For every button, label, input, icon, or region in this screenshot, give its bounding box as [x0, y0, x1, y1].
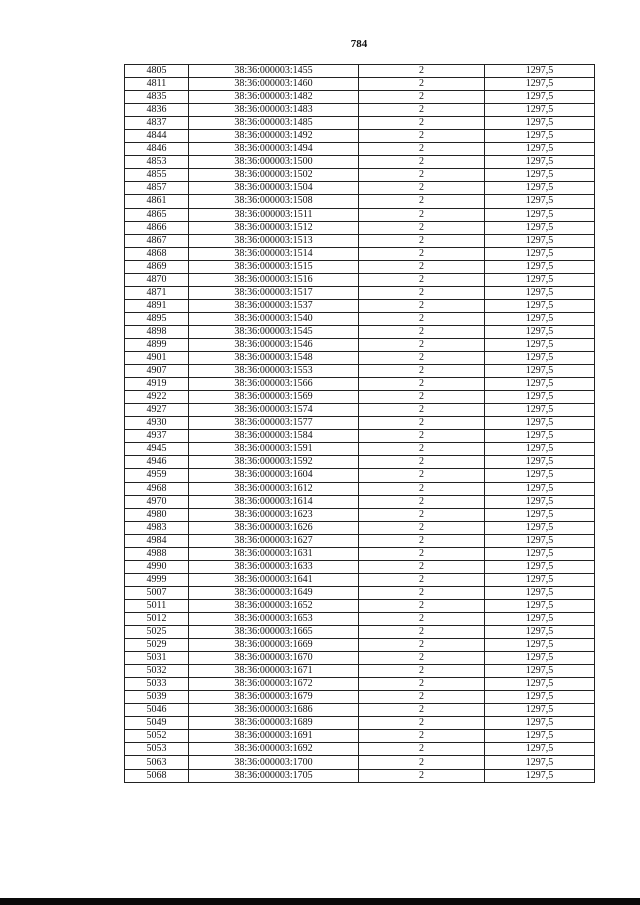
value-cell: 1297,5 — [485, 182, 595, 195]
row-number-cell: 5068 — [125, 769, 189, 782]
table-row — [125, 769, 595, 782]
table-row — [125, 717, 595, 730]
count-cell: 2 — [359, 612, 485, 625]
count-cell: 2 — [359, 521, 485, 534]
row-number-cell: 4836 — [125, 104, 189, 117]
count-cell: 2 — [359, 534, 485, 547]
row-number-cell: 4901 — [125, 352, 189, 365]
row-number-cell: 5031 — [125, 652, 189, 665]
value-cell: 1297,5 — [485, 769, 595, 782]
count-cell: 2 — [359, 639, 485, 652]
cadastral-number-cell: 38:36:000003:1482 — [189, 91, 359, 104]
table-row — [125, 391, 595, 404]
value-cell: 1297,5 — [485, 586, 595, 599]
cadastral-number-cell: 38:36:000003:1633 — [189, 560, 359, 573]
cadastral-number-cell: 38:36:000003:1512 — [189, 221, 359, 234]
count-cell: 2 — [359, 195, 485, 208]
value-cell: 1297,5 — [485, 717, 595, 730]
count-cell: 2 — [359, 130, 485, 143]
row-number-cell: 4922 — [125, 391, 189, 404]
count-cell: 2 — [359, 665, 485, 678]
cadastral-number-cell: 38:36:000003:1671 — [189, 665, 359, 678]
cadastral-number-cell: 38:36:000003:1566 — [189, 378, 359, 391]
row-number-cell: 4984 — [125, 534, 189, 547]
row-number-cell: 4868 — [125, 247, 189, 260]
cadastral-number-cell: 38:36:000003:1653 — [189, 612, 359, 625]
table-row — [125, 143, 595, 156]
table-row — [125, 247, 595, 260]
cadastral-number-cell: 38:36:000003:1691 — [189, 730, 359, 743]
row-number-cell: 4805 — [125, 65, 189, 78]
row-number-cell: 4990 — [125, 560, 189, 573]
value-cell: 1297,5 — [485, 65, 595, 78]
value-cell: 1297,5 — [485, 404, 595, 417]
row-number-cell: 4846 — [125, 143, 189, 156]
count-cell: 2 — [359, 547, 485, 560]
count-cell: 2 — [359, 91, 485, 104]
count-cell: 2 — [359, 743, 485, 756]
count-cell: 2 — [359, 586, 485, 599]
row-number-cell: 4927 — [125, 404, 189, 417]
value-cell: 1297,5 — [485, 743, 595, 756]
count-cell: 2 — [359, 234, 485, 247]
value-cell: 1297,5 — [485, 573, 595, 586]
cadastral-number-cell: 38:36:000003:1641 — [189, 573, 359, 586]
table-row — [125, 260, 595, 273]
count-cell: 2 — [359, 65, 485, 78]
value-cell: 1297,5 — [485, 652, 595, 665]
table-row — [125, 273, 595, 286]
row-number-cell: 4844 — [125, 130, 189, 143]
row-number-cell: 5039 — [125, 691, 189, 704]
cadastral-number-cell: 38:36:000003:1513 — [189, 234, 359, 247]
table-row — [125, 626, 595, 639]
row-number-cell: 5046 — [125, 704, 189, 717]
row-number-cell: 4837 — [125, 117, 189, 130]
table-row — [125, 639, 595, 652]
table-row — [125, 117, 595, 130]
value-cell: 1297,5 — [485, 312, 595, 325]
table-row — [125, 573, 595, 586]
row-number-cell: 4895 — [125, 312, 189, 325]
table-row — [125, 417, 595, 430]
scan-edge-bar — [0, 898, 640, 905]
row-number-cell: 4930 — [125, 417, 189, 430]
row-number-cell: 4999 — [125, 573, 189, 586]
cadastral-number-cell: 38:36:000003:1515 — [189, 260, 359, 273]
cadastral-number-cell: 38:36:000003:1460 — [189, 78, 359, 91]
value-cell: 1297,5 — [485, 417, 595, 430]
count-cell: 2 — [359, 391, 485, 404]
row-number-cell: 4867 — [125, 234, 189, 247]
cadastral-number-cell: 38:36:000003:1689 — [189, 717, 359, 730]
count-cell: 2 — [359, 378, 485, 391]
cadastral-number-cell: 38:36:000003:1649 — [189, 586, 359, 599]
table-row — [125, 208, 595, 221]
table-row — [125, 508, 595, 521]
value-cell: 1297,5 — [485, 678, 595, 691]
row-number-cell: 4945 — [125, 443, 189, 456]
count-cell: 2 — [359, 247, 485, 260]
table-row — [125, 652, 595, 665]
value-cell: 1297,5 — [485, 704, 595, 717]
table-row — [125, 352, 595, 365]
cadastral-number-cell: 38:36:000003:1670 — [189, 652, 359, 665]
value-cell: 1297,5 — [485, 208, 595, 221]
cadastral-number-cell: 38:36:000003:1679 — [189, 691, 359, 704]
count-cell: 2 — [359, 691, 485, 704]
value-cell: 1297,5 — [485, 665, 595, 678]
value-cell: 1297,5 — [485, 325, 595, 338]
count-cell: 2 — [359, 508, 485, 521]
count-cell: 2 — [359, 417, 485, 430]
cadastral-number-cell: 38:36:000003:1604 — [189, 469, 359, 482]
count-cell: 2 — [359, 430, 485, 443]
row-number-cell: 5033 — [125, 678, 189, 691]
cadastral-number-cell: 38:36:000003:1584 — [189, 430, 359, 443]
value-cell: 1297,5 — [485, 560, 595, 573]
row-number-cell: 4980 — [125, 508, 189, 521]
value-cell: 1297,5 — [485, 247, 595, 260]
row-number-cell: 4861 — [125, 195, 189, 208]
count-cell: 2 — [359, 156, 485, 169]
count-cell: 2 — [359, 704, 485, 717]
row-number-cell: 5011 — [125, 599, 189, 612]
table-row — [125, 691, 595, 704]
count-cell: 2 — [359, 456, 485, 469]
row-number-cell: 4983 — [125, 521, 189, 534]
value-cell: 1297,5 — [485, 612, 595, 625]
row-number-cell: 5029 — [125, 639, 189, 652]
table-row — [125, 469, 595, 482]
value-cell: 1297,5 — [485, 756, 595, 769]
value-cell: 1297,5 — [485, 599, 595, 612]
table-row — [125, 130, 595, 143]
table-row — [125, 612, 595, 625]
count-cell: 2 — [359, 352, 485, 365]
count-cell: 2 — [359, 260, 485, 273]
table-row — [125, 430, 595, 443]
count-cell: 2 — [359, 495, 485, 508]
count-cell: 2 — [359, 338, 485, 351]
row-number-cell: 4946 — [125, 456, 189, 469]
cadastral-number-cell: 38:36:000003:1705 — [189, 769, 359, 782]
count-cell: 2 — [359, 221, 485, 234]
count-cell: 2 — [359, 273, 485, 286]
value-cell: 1297,5 — [485, 299, 595, 312]
value-cell: 1297,5 — [485, 260, 595, 273]
count-cell: 2 — [359, 182, 485, 195]
count-cell: 2 — [359, 443, 485, 456]
row-number-cell: 5025 — [125, 626, 189, 639]
table-row — [125, 482, 595, 495]
count-cell: 2 — [359, 599, 485, 612]
count-cell: 2 — [359, 104, 485, 117]
count-cell: 2 — [359, 769, 485, 782]
value-cell: 1297,5 — [485, 78, 595, 91]
count-cell: 2 — [359, 652, 485, 665]
value-cell: 1297,5 — [485, 352, 595, 365]
registry-body — [125, 65, 595, 783]
table-row — [125, 286, 595, 299]
value-cell: 1297,5 — [485, 221, 595, 234]
row-number-cell: 4970 — [125, 495, 189, 508]
count-cell: 2 — [359, 299, 485, 312]
table-row — [125, 338, 595, 351]
value-cell: 1297,5 — [485, 547, 595, 560]
row-number-cell: 4907 — [125, 365, 189, 378]
row-number-cell: 5053 — [125, 743, 189, 756]
table-row — [125, 65, 595, 78]
table-row — [125, 325, 595, 338]
cadastral-number-cell: 38:36:000003:1614 — [189, 495, 359, 508]
count-cell: 2 — [359, 730, 485, 743]
row-number-cell: 5052 — [125, 730, 189, 743]
cadastral-number-cell: 38:36:000003:1700 — [189, 756, 359, 769]
table-row — [125, 560, 595, 573]
value-cell: 1297,5 — [485, 691, 595, 704]
table-row — [125, 78, 595, 91]
cadastral-number-cell: 38:36:000003:1483 — [189, 104, 359, 117]
cadastral-number-cell: 38:36:000003:1508 — [189, 195, 359, 208]
cadastral-number-cell: 38:36:000003:1692 — [189, 743, 359, 756]
row-number-cell: 5063 — [125, 756, 189, 769]
cadastral-number-cell: 38:36:000003:1553 — [189, 365, 359, 378]
cadastral-number-cell: 38:36:000003:1537 — [189, 299, 359, 312]
table-row — [125, 495, 595, 508]
count-cell: 2 — [359, 482, 485, 495]
row-number-cell: 4988 — [125, 547, 189, 560]
cadastral-number-cell: 38:36:000003:1665 — [189, 626, 359, 639]
registry-table — [124, 64, 595, 783]
row-number-cell: 4811 — [125, 78, 189, 91]
value-cell: 1297,5 — [485, 639, 595, 652]
table-row — [125, 547, 595, 560]
table-row — [125, 312, 595, 325]
value-cell: 1297,5 — [485, 443, 595, 456]
table-row — [125, 665, 595, 678]
table-row — [125, 521, 595, 534]
count-cell: 2 — [359, 678, 485, 691]
count-cell: 2 — [359, 756, 485, 769]
cadastral-number-cell: 38:36:000003:1631 — [189, 547, 359, 560]
cadastral-number-cell: 38:36:000003:1500 — [189, 156, 359, 169]
cadastral-number-cell: 38:36:000003:1511 — [189, 208, 359, 221]
value-cell: 1297,5 — [485, 521, 595, 534]
row-number-cell: 5032 — [125, 665, 189, 678]
table-row — [125, 182, 595, 195]
count-cell: 2 — [359, 560, 485, 573]
value-cell: 1297,5 — [485, 456, 595, 469]
count-cell: 2 — [359, 469, 485, 482]
row-number-cell: 4869 — [125, 260, 189, 273]
row-number-cell: 5049 — [125, 717, 189, 730]
value-cell: 1297,5 — [485, 286, 595, 299]
table-row — [125, 456, 595, 469]
count-cell: 2 — [359, 143, 485, 156]
table-row — [125, 234, 595, 247]
cadastral-number-cell: 38:36:000003:1652 — [189, 599, 359, 612]
table-row — [125, 91, 595, 104]
row-number-cell: 4866 — [125, 221, 189, 234]
count-cell: 2 — [359, 325, 485, 338]
row-number-cell: 5012 — [125, 612, 189, 625]
value-cell: 1297,5 — [485, 91, 595, 104]
table-row — [125, 678, 595, 691]
table-row — [125, 586, 595, 599]
cadastral-number-cell: 38:36:000003:1669 — [189, 639, 359, 652]
table-row — [125, 443, 595, 456]
row-number-cell: 4857 — [125, 182, 189, 195]
count-cell: 2 — [359, 286, 485, 299]
value-cell: 1297,5 — [485, 169, 595, 182]
table-row — [125, 169, 595, 182]
cadastral-number-cell: 38:36:000003:1514 — [189, 247, 359, 260]
cadastral-number-cell: 38:36:000003:1545 — [189, 325, 359, 338]
row-number-cell: 4899 — [125, 338, 189, 351]
table-row — [125, 104, 595, 117]
table-row — [125, 599, 595, 612]
value-cell: 1297,5 — [485, 495, 595, 508]
cadastral-number-cell: 38:36:000003:1612 — [189, 482, 359, 495]
cadastral-number-cell: 38:36:000003:1548 — [189, 352, 359, 365]
cadastral-number-cell: 38:36:000003:1627 — [189, 534, 359, 547]
value-cell: 1297,5 — [485, 338, 595, 351]
table-row — [125, 299, 595, 312]
count-cell: 2 — [359, 312, 485, 325]
value-cell: 1297,5 — [485, 117, 595, 130]
row-number-cell: 4853 — [125, 156, 189, 169]
cadastral-number-cell: 38:36:000003:1504 — [189, 182, 359, 195]
cadastral-number-cell: 38:36:000003:1540 — [189, 312, 359, 325]
row-number-cell: 4835 — [125, 91, 189, 104]
value-cell: 1297,5 — [485, 195, 595, 208]
table-row — [125, 534, 595, 547]
cadastral-number-cell: 38:36:000003:1577 — [189, 417, 359, 430]
cadastral-number-cell: 38:36:000003:1626 — [189, 521, 359, 534]
cadastral-number-cell: 38:36:000003:1485 — [189, 117, 359, 130]
count-cell: 2 — [359, 404, 485, 417]
table-row — [125, 156, 595, 169]
cadastral-number-cell: 38:36:000003:1494 — [189, 143, 359, 156]
value-cell: 1297,5 — [485, 234, 595, 247]
table-row — [125, 378, 595, 391]
value-cell: 1297,5 — [485, 430, 595, 443]
page-number: 784 — [350, 38, 368, 50]
value-cell: 1297,5 — [485, 534, 595, 547]
value-cell: 1297,5 — [485, 469, 595, 482]
cadastral-number-cell: 38:36:000003:1492 — [189, 130, 359, 143]
table-row — [125, 756, 595, 769]
table-row — [125, 743, 595, 756]
table-row — [125, 195, 595, 208]
value-cell: 1297,5 — [485, 508, 595, 521]
count-cell: 2 — [359, 117, 485, 130]
cadastral-number-cell: 38:36:000003:1502 — [189, 169, 359, 182]
cadastral-number-cell: 38:36:000003:1569 — [189, 391, 359, 404]
row-number-cell: 4865 — [125, 208, 189, 221]
cadastral-number-cell: 38:36:000003:1592 — [189, 456, 359, 469]
count-cell: 2 — [359, 626, 485, 639]
table-row — [125, 221, 595, 234]
row-number-cell: 4959 — [125, 469, 189, 482]
value-cell: 1297,5 — [485, 365, 595, 378]
row-number-cell: 5007 — [125, 586, 189, 599]
table-row — [125, 365, 595, 378]
row-number-cell: 4919 — [125, 378, 189, 391]
row-number-cell: 4891 — [125, 299, 189, 312]
value-cell: 1297,5 — [485, 482, 595, 495]
row-number-cell: 4968 — [125, 482, 189, 495]
row-number-cell: 4898 — [125, 325, 189, 338]
table-row — [125, 730, 595, 743]
cadastral-number-cell: 38:36:000003:1517 — [189, 286, 359, 299]
table-row — [125, 704, 595, 717]
count-cell: 2 — [359, 717, 485, 730]
cadastral-number-cell: 38:36:000003:1546 — [189, 338, 359, 351]
table-row — [125, 404, 595, 417]
row-number-cell: 4937 — [125, 430, 189, 443]
count-cell: 2 — [359, 573, 485, 586]
cadastral-number-cell: 38:36:000003:1574 — [189, 404, 359, 417]
count-cell: 2 — [359, 169, 485, 182]
value-cell: 1297,5 — [485, 391, 595, 404]
count-cell: 2 — [359, 78, 485, 91]
count-cell: 2 — [359, 365, 485, 378]
value-cell: 1297,5 — [485, 104, 595, 117]
cadastral-number-cell: 38:36:000003:1516 — [189, 273, 359, 286]
count-cell: 2 — [359, 208, 485, 221]
cadastral-number-cell: 38:36:000003:1686 — [189, 704, 359, 717]
value-cell: 1297,5 — [485, 130, 595, 143]
value-cell: 1297,5 — [485, 143, 595, 156]
cadastral-number-cell: 38:36:000003:1455 — [189, 65, 359, 78]
cadastral-number-cell: 38:36:000003:1623 — [189, 508, 359, 521]
value-cell: 1297,5 — [485, 156, 595, 169]
value-cell: 1297,5 — [485, 378, 595, 391]
row-number-cell: 4870 — [125, 273, 189, 286]
row-number-cell: 4871 — [125, 286, 189, 299]
cadastral-number-cell: 38:36:000003:1672 — [189, 678, 359, 691]
cadastral-number-cell: 38:36:000003:1591 — [189, 443, 359, 456]
value-cell: 1297,5 — [485, 273, 595, 286]
value-cell: 1297,5 — [485, 730, 595, 743]
value-cell: 1297,5 — [485, 626, 595, 639]
row-number-cell: 4855 — [125, 169, 189, 182]
